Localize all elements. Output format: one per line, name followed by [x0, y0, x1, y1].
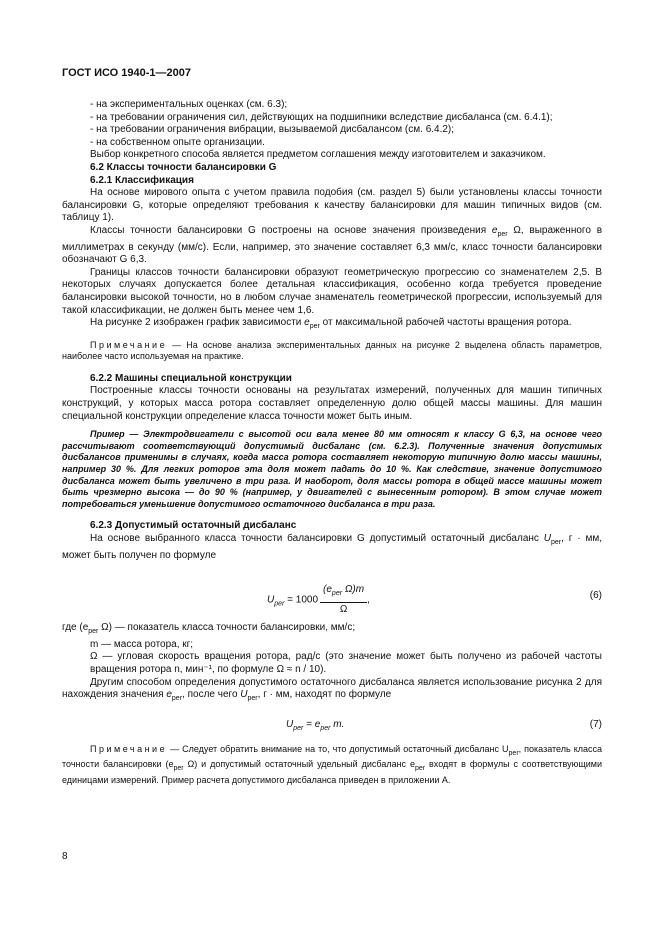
- list-item: - на требовании ограничения вибрации, вызываемой дисбалансом (см. 6.4.2);: [90, 124, 455, 136]
- fraction: $\frac{(e_{per} \Omega)m}{\Omega}$: [320, 584, 367, 616]
- definitions: [62, 622, 602, 676]
- list-item: - на требовании ограничения сил, действующих на подшипники вследствие дисбаланса (см. 6.4.1);: [90, 111, 553, 123]
- page-body: [62, 99, 602, 786]
- formula-number: (6): [589, 590, 602, 602]
- section-heading: 6.2 Классы точности балансировки G: [90, 161, 277, 173]
- definition: где ($e_{per}$ Ω) — показатель класса точности балансировки, мм/с;: [62, 622, 356, 636]
- formula-expression: $U_{per} = 1000$ $\frac{(e_{per} \Omega)m}{\Omega}$ ,: [267, 584, 370, 615]
- paragraph: На основе выбранного класса точности балансировки G допустимый остаточный дисбаланс $U_{per}$, г · мм, может быть получен по формуле: [62, 533, 602, 561]
- subsection-heading: 6.2.3 Допустимый остаточный дисбаланс: [90, 520, 297, 532]
- paragraph: Другим способом определения допустимого остаточного дисбаланса является использование рисунка 2 для нахождения значения $e_{per}$, после чего $U_{per}$, г · мм, находят по формуле: [62, 676, 602, 703]
- note: Примечание — На основе анализа экспериментальных данных на рисунке 2 выделена область параметров, наиболее часто используемая на практике.: [62, 339, 602, 362]
- paragraph: На основе мирового опыта с учетом правила подобия (см. раздел 5) были установлены классы точности балансировки G, которые определяют требования к качеству балансировки для машин типичных видов (см. таблицу 1).: [62, 187, 602, 224]
- formula-expression: $U_{per} = e_{per}$ m.: [286, 718, 345, 732]
- formula-7: [62, 716, 602, 738]
- definition: Ω — угловая скорость вращения ротора, рад/с (это значение может быть получено из рабочей частоты вращения ротора n, мин⁻¹, по формуле Ω ≈ n / 10).: [90, 651, 602, 675]
- list-item: - на собственном опыте организации.: [90, 136, 265, 148]
- list-item: - на экспериментальных оценках (см. 6.3);: [90, 99, 288, 110]
- paragraph: Классы точности балансировки G построены на основе значения произведения $e_{per}$ Ω, выраженного в миллиметрах в секунду (мм/с). Если, например, это значение составляет 6,3 мм/с, класс точности балансировки обозначают G 6,3.: [62, 224, 603, 266]
- example: Пример — Электродвигатели с высотой оси вала менее 80 мм относят к классу G 6,3, на основе чего рассчитывают соответствующий допустимый дисбаланс (см. 6.2.3). Полученные значения допустимых дисбалансов применимы в случаях, когда масса ротора составляет некоторую типичную долю массы машины, например 30 %. Для легких роторов эта доля может падать до 10 %. Как следствие, значение допустимого дисбаланса может быть увеличено в три раза. И наоборот, доля массы ротора в общей массе машины может быть чрезмерно высока — до 90 % (например, у двигателей с вынесенным ротором). В этом случае может потребоваться уменьшение допустимого остаточного дисбаланса в три раза.: [62, 429, 602, 509]
- paragraph: Границы классов точности балансировки образуют геометрическую прогрессию со знаменателем 2,5. В некоторых случаях допускается более детальная классификация, особенно когда требуется проведение балансировки высокой точности, но в любом случае знаменатель геометрической прогрессии, используемый для такой классификации, не должен быть менее чем 1,6.: [62, 266, 602, 316]
- standard-header: ГОСТ ИСО 1940-1—2007: [62, 67, 192, 79]
- definition: m — масса ротора, кг;: [90, 638, 194, 650]
- subsection-heading: 6.2.2 Машины специальной конструкции: [90, 372, 292, 384]
- paragraph: Выбор конкретного способа является предметом соглашения между изготовителем и заказчиком.: [90, 149, 546, 161]
- note: Примечание — Следует обратить внимание на то, что допустимый остаточный дисбаланс $U_{per}$, показатель класса точности балансировки ($e_{per}$ Ω) и допустимый остаточный удельный дисбаланс $e_{per}$ входят в формулы с соответствующими единицами измерений. Пример расчета допустимого дисбаланса приведен в приложении А.: [62, 743, 603, 785]
- page-number: 8: [62, 851, 68, 862]
- formula-6: [62, 576, 602, 622]
- paragraph: На рисунке 2 изображен график зависимости $e_{per}$ от максимальной рабочей частоты вращения ротора.: [90, 317, 572, 331]
- paragraph: Построенные классы точности основаны на результатах измерений, полученных для машин типичных конструкций, у которых масса ротора составляет определенную долю общей массы машины. Для машин специальной конструкции определение класса точности может быть иным.: [62, 385, 602, 422]
- subsection-heading: 6.2.1 Классификация: [90, 174, 194, 186]
- formula-number: (7): [589, 718, 602, 730]
